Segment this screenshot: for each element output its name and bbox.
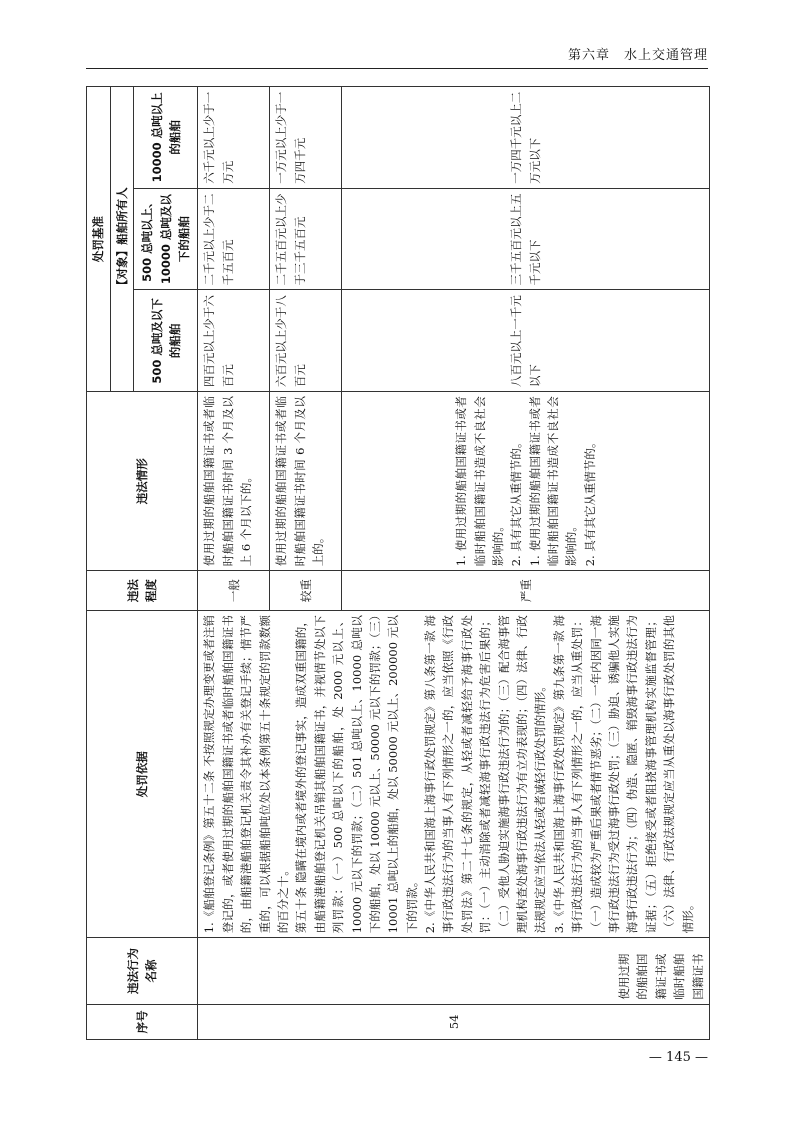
basis-para: 3.《中华人民共和国海上海事行政处罚规定》第九条第一款 海事行政违法行为的当事人有下列情形之一的，应当从重处罚：（一）造成较为严重后果或者情节恶劣；（二）一年内因同一海事行政违法行为受过海事行政处罚；（三）胁迫、诱骗他人实施海事行政违法行为；（四）伪造、隐匿、销毁海事行政违法行为证据；（五）拒绝接受或者阻挠海事管理机构实施监督管理；（六）法律、行政法规规定应当从重处以海事行政处罚的其他情形。 (551, 615, 695, 934)
fine-serious-col3: 一万元以上少于一万四千元 (270, 87, 342, 189)
header-situation: 违法情形 (87, 392, 198, 571)
fine-general-col1: 四百元以上少于六百元 (198, 290, 270, 392)
penalty-table (86, 86, 710, 1040)
page-number: — 145 — (648, 1050, 708, 1065)
header-basis: 处罚依据 (87, 611, 198, 938)
fine-severe-col3: 一万四千元以上二万元以下 (342, 87, 710, 189)
basis-para: 第五十条 隐瞒在境内或者境外的登记事实，造成双重国籍的，由船籍港船舶登记机关吊销其船舶国籍证书，并视情节处以下列罚款：（一）500 总吨以下的船舶，处 2000 元以上、10000 元以下的罚款；（二）501 总吨以上、10000 总吨以下的船舶，处以 10000 元以上、50000 元以下的罚款；（三）10001 总吨以上的船舶，处以 50000 元以上、200000 元以下的罚款。 (294, 615, 419, 934)
basis-para: 1.《船舶登记条例》第五十二条 不按照规定办理变更或者注销登记的，或者使用过期的船舶国籍证书或者临时船舶国籍证书的，由船籍港船舶登记机关责令其补办有关登记手续；情节严重的，可以根据船舶吨位处以本条例第五十条规定的罚款数额的百分之十。 (202, 615, 290, 934)
row-seq: 54 (198, 1004, 710, 1039)
situation-severe: 1. 使用过期的船舶国籍证书或者临时船舶国籍证书造成不良社会影响的。 2. 具有其它从重情节的。 1. 使用过期的船舶国籍证书或者临时船舶国籍证书造成不良社会影响的。 2. 具有其它从重情节的。 (342, 392, 710, 571)
fine-severe-col2: 三千五百元以上五千元以下 (342, 188, 710, 290)
header-col2: 500 总吨以上、10000 总吨及以下的船舶 (134, 188, 198, 290)
header-name: 违法行为名称 (87, 938, 198, 1004)
header-standard: 处罚基准 (87, 87, 111, 392)
degree-severe: 严重 (342, 571, 710, 611)
fine-general-col3: 六千元以上少于一万元 (198, 87, 270, 189)
header-col1: 500 总吨及以下的船舶 (134, 290, 198, 392)
situation-serious: 使用过期的船舶国籍证书或者临时船舶国籍证书时间 6 个月及以上的。 (270, 392, 342, 571)
header-degree: 违法程度 (87, 571, 198, 611)
fine-general-col2: 二千元以上少于二千五百元 (198, 188, 270, 290)
fine-severe-col1: 八百元以上一千元以下 (342, 290, 710, 392)
row-basis (198, 611, 710, 938)
basis-para: 2.《中华人民共和国海上海事行政处罚规定》第八条第一款 海事行政违法行为的当事人有下列情形之一的，应当依照《行政处罚法》第二十七条的规定，从轻或者减轻给予海事行政处罚：（一）主动消除或者减轻海事行政违法行为危害后果的；（二）受他人胁迫实施海事行政违法行为的；（三）配合海事管理机构查处海事行政违法行为有立功表现的；（四）法律、行政法规规定应当依法从轻或者减轻行政处罚的情形。 (423, 615, 548, 934)
situation-general: 使用过期的船舶国籍证书或者临时船舶国籍证书时间 3 个月及以上 6 个月以下的。 (198, 392, 270, 571)
degree-serious: 较重 (270, 571, 342, 611)
rotated-table-area (86, 86, 710, 1040)
chapter-title: 第六章 水上交通管理 (567, 48, 708, 63)
fine-serious-col1: 六百元以上少于八百元 (270, 290, 342, 392)
fine-serious-col2: 二千五百元以上少于三千五百元 (270, 188, 342, 290)
page-header (86, 40, 708, 69)
row-violation-name: 使用过期的船舶国籍证书或临时船舶国籍证书 (198, 938, 710, 1004)
header-object: 【对象】船舶所有人 (111, 87, 134, 392)
degree-general: 一般 (198, 571, 270, 611)
header-seq: 序号 (87, 1004, 198, 1039)
header-col3: 10000 总吨以上的船舶 (134, 87, 198, 189)
